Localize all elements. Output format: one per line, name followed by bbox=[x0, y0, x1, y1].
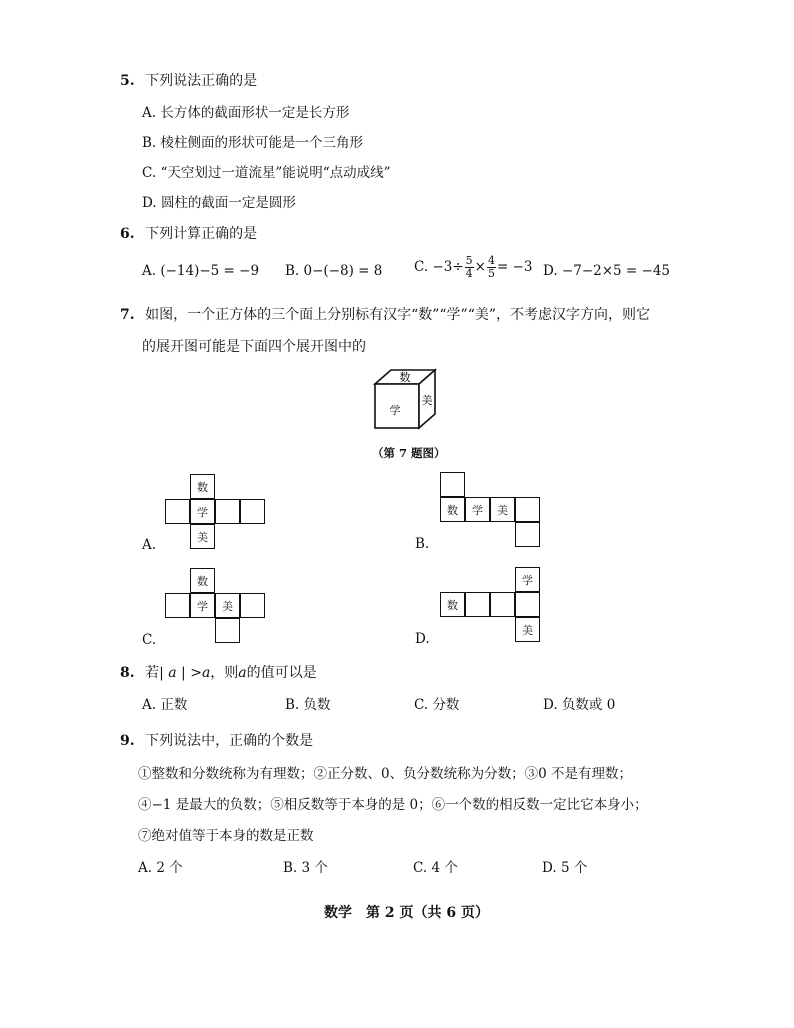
net-d-cell bbox=[465, 592, 490, 617]
q8-option-c: C. 分数 bbox=[414, 697, 460, 713]
q9-statements-line2: ④−1 是最大的负数；⑤相反数等于本身的是 0；⑥一个数的相反数一定比它本身小； bbox=[138, 797, 648, 813]
q9-statements-line3: ⑦绝对值等于本身的数是正数 bbox=[138, 828, 314, 844]
net-d-cell-shu: 数 bbox=[440, 592, 465, 617]
cube-figure bbox=[365, 362, 440, 432]
q9-option-b: B. 3 个 bbox=[283, 860, 328, 876]
net-a-label: A. bbox=[142, 537, 157, 553]
net-a-cell-xue: 学 bbox=[190, 499, 215, 524]
net-c-cell-shu: 数 bbox=[190, 568, 215, 593]
fraction-5-4: $\frac{5}{4}$ bbox=[465, 254, 473, 280]
net-a-cell-shu: 数 bbox=[190, 474, 215, 499]
q6-stem-text: 下列计算正确的是 bbox=[145, 226, 258, 242]
net-c-label: C. bbox=[142, 632, 157, 648]
q6-stem bbox=[120, 223, 257, 243]
cube-right-label: 美 bbox=[421, 394, 433, 407]
q8-number: 8. bbox=[120, 665, 135, 681]
q6-option-b: B. 0−(−8) = 8 bbox=[285, 263, 383, 279]
q6-option-d: D. −7−2×5 = −45 bbox=[543, 263, 671, 279]
q7-stem-line1: 7. 如图，一个正方体的三个面上分别标有汉字“数”“学”“美”，不考虑汉字方向，则它 bbox=[120, 307, 651, 323]
q7-stem-line2: 的展开图可能是下面四个展开图中的 bbox=[142, 339, 366, 355]
net-b-cell bbox=[515, 497, 540, 522]
net-a-cell-mei: 美 bbox=[190, 524, 215, 549]
q6-option-a: A. (−14)−5 = −9 bbox=[142, 263, 260, 279]
net-d-cell bbox=[515, 592, 540, 617]
q6-option-c: C. −3÷ $\frac{5}{4}$ × $\frac{4}{5}$ = −3 bbox=[414, 254, 533, 280]
figure-caption: （第 7 题图） bbox=[372, 446, 446, 460]
net-d-cell-mei: 美 bbox=[515, 617, 540, 642]
net-c-cell-xue: 学 bbox=[190, 593, 215, 618]
net-c-cell bbox=[215, 618, 240, 643]
net-a-cell bbox=[215, 499, 240, 524]
q6-number: 6. bbox=[120, 226, 135, 242]
q9-option-d: D. 5 个 bbox=[542, 860, 588, 876]
net-b-cell-xue: 学 bbox=[465, 497, 490, 522]
net-a-cell bbox=[240, 499, 265, 524]
net-b-cell-mei: 美 bbox=[490, 497, 515, 522]
q5-option-a: A. 长方体的截面形状一定是长方形 bbox=[142, 105, 350, 121]
net-b-cell bbox=[440, 472, 465, 497]
q8-stem: 8. 若| a | >a，则a的值可以是 bbox=[120, 665, 317, 681]
q5-stem bbox=[120, 70, 257, 90]
net-d-label: D. bbox=[415, 631, 430, 647]
net-a-cell bbox=[165, 499, 190, 524]
net-b-cell bbox=[515, 522, 540, 547]
fraction-4-5: $\frac{4}{5}$ bbox=[487, 254, 495, 280]
q5-option-b: B. 棱柱侧面的形状可能是一个三角形 bbox=[142, 135, 364, 151]
q5-stem-text: 下列说法正确的是 bbox=[145, 73, 258, 89]
q9-option-a: A. 2 个 bbox=[138, 860, 183, 876]
page-footer: 数学 第 2 页（共 6 页） bbox=[324, 905, 489, 921]
net-c-cell-mei: 美 bbox=[215, 593, 240, 618]
net-b-label: B. bbox=[415, 536, 430, 552]
net-c-cell bbox=[165, 593, 190, 618]
q9-statements-line1: ①整数和分数统称为有理数；②正分数、0、负分数统称为分数；③0 不是有理数； bbox=[138, 766, 632, 782]
net-c-cell bbox=[240, 593, 265, 618]
q8-option-b: B. 负数 bbox=[285, 697, 331, 713]
cube-front-label: 学 bbox=[389, 404, 401, 417]
q8-option-a: A. 正数 bbox=[142, 697, 188, 713]
q5-number: 5. bbox=[120, 73, 135, 89]
q5-option-c: C. “天空划过一道流星”能说明“点动成线” bbox=[142, 165, 391, 181]
net-d-cell bbox=[490, 592, 515, 617]
q9-number: 9. bbox=[120, 733, 135, 749]
q8-option-d: D. 负数或 0 bbox=[543, 697, 616, 713]
q5-option-d: D. 圆柱的截面一定是圆形 bbox=[142, 195, 296, 211]
q7-number: 7. bbox=[120, 307, 135, 323]
cube-top-label: 数 bbox=[399, 371, 411, 384]
net-b-cell-shu: 数 bbox=[440, 497, 465, 522]
net-d-cell-xue: 学 bbox=[515, 567, 540, 592]
q9-stem: 9. 下列说法中，正确的个数是 bbox=[120, 733, 314, 749]
q9-option-c: C. 4 个 bbox=[413, 860, 458, 876]
